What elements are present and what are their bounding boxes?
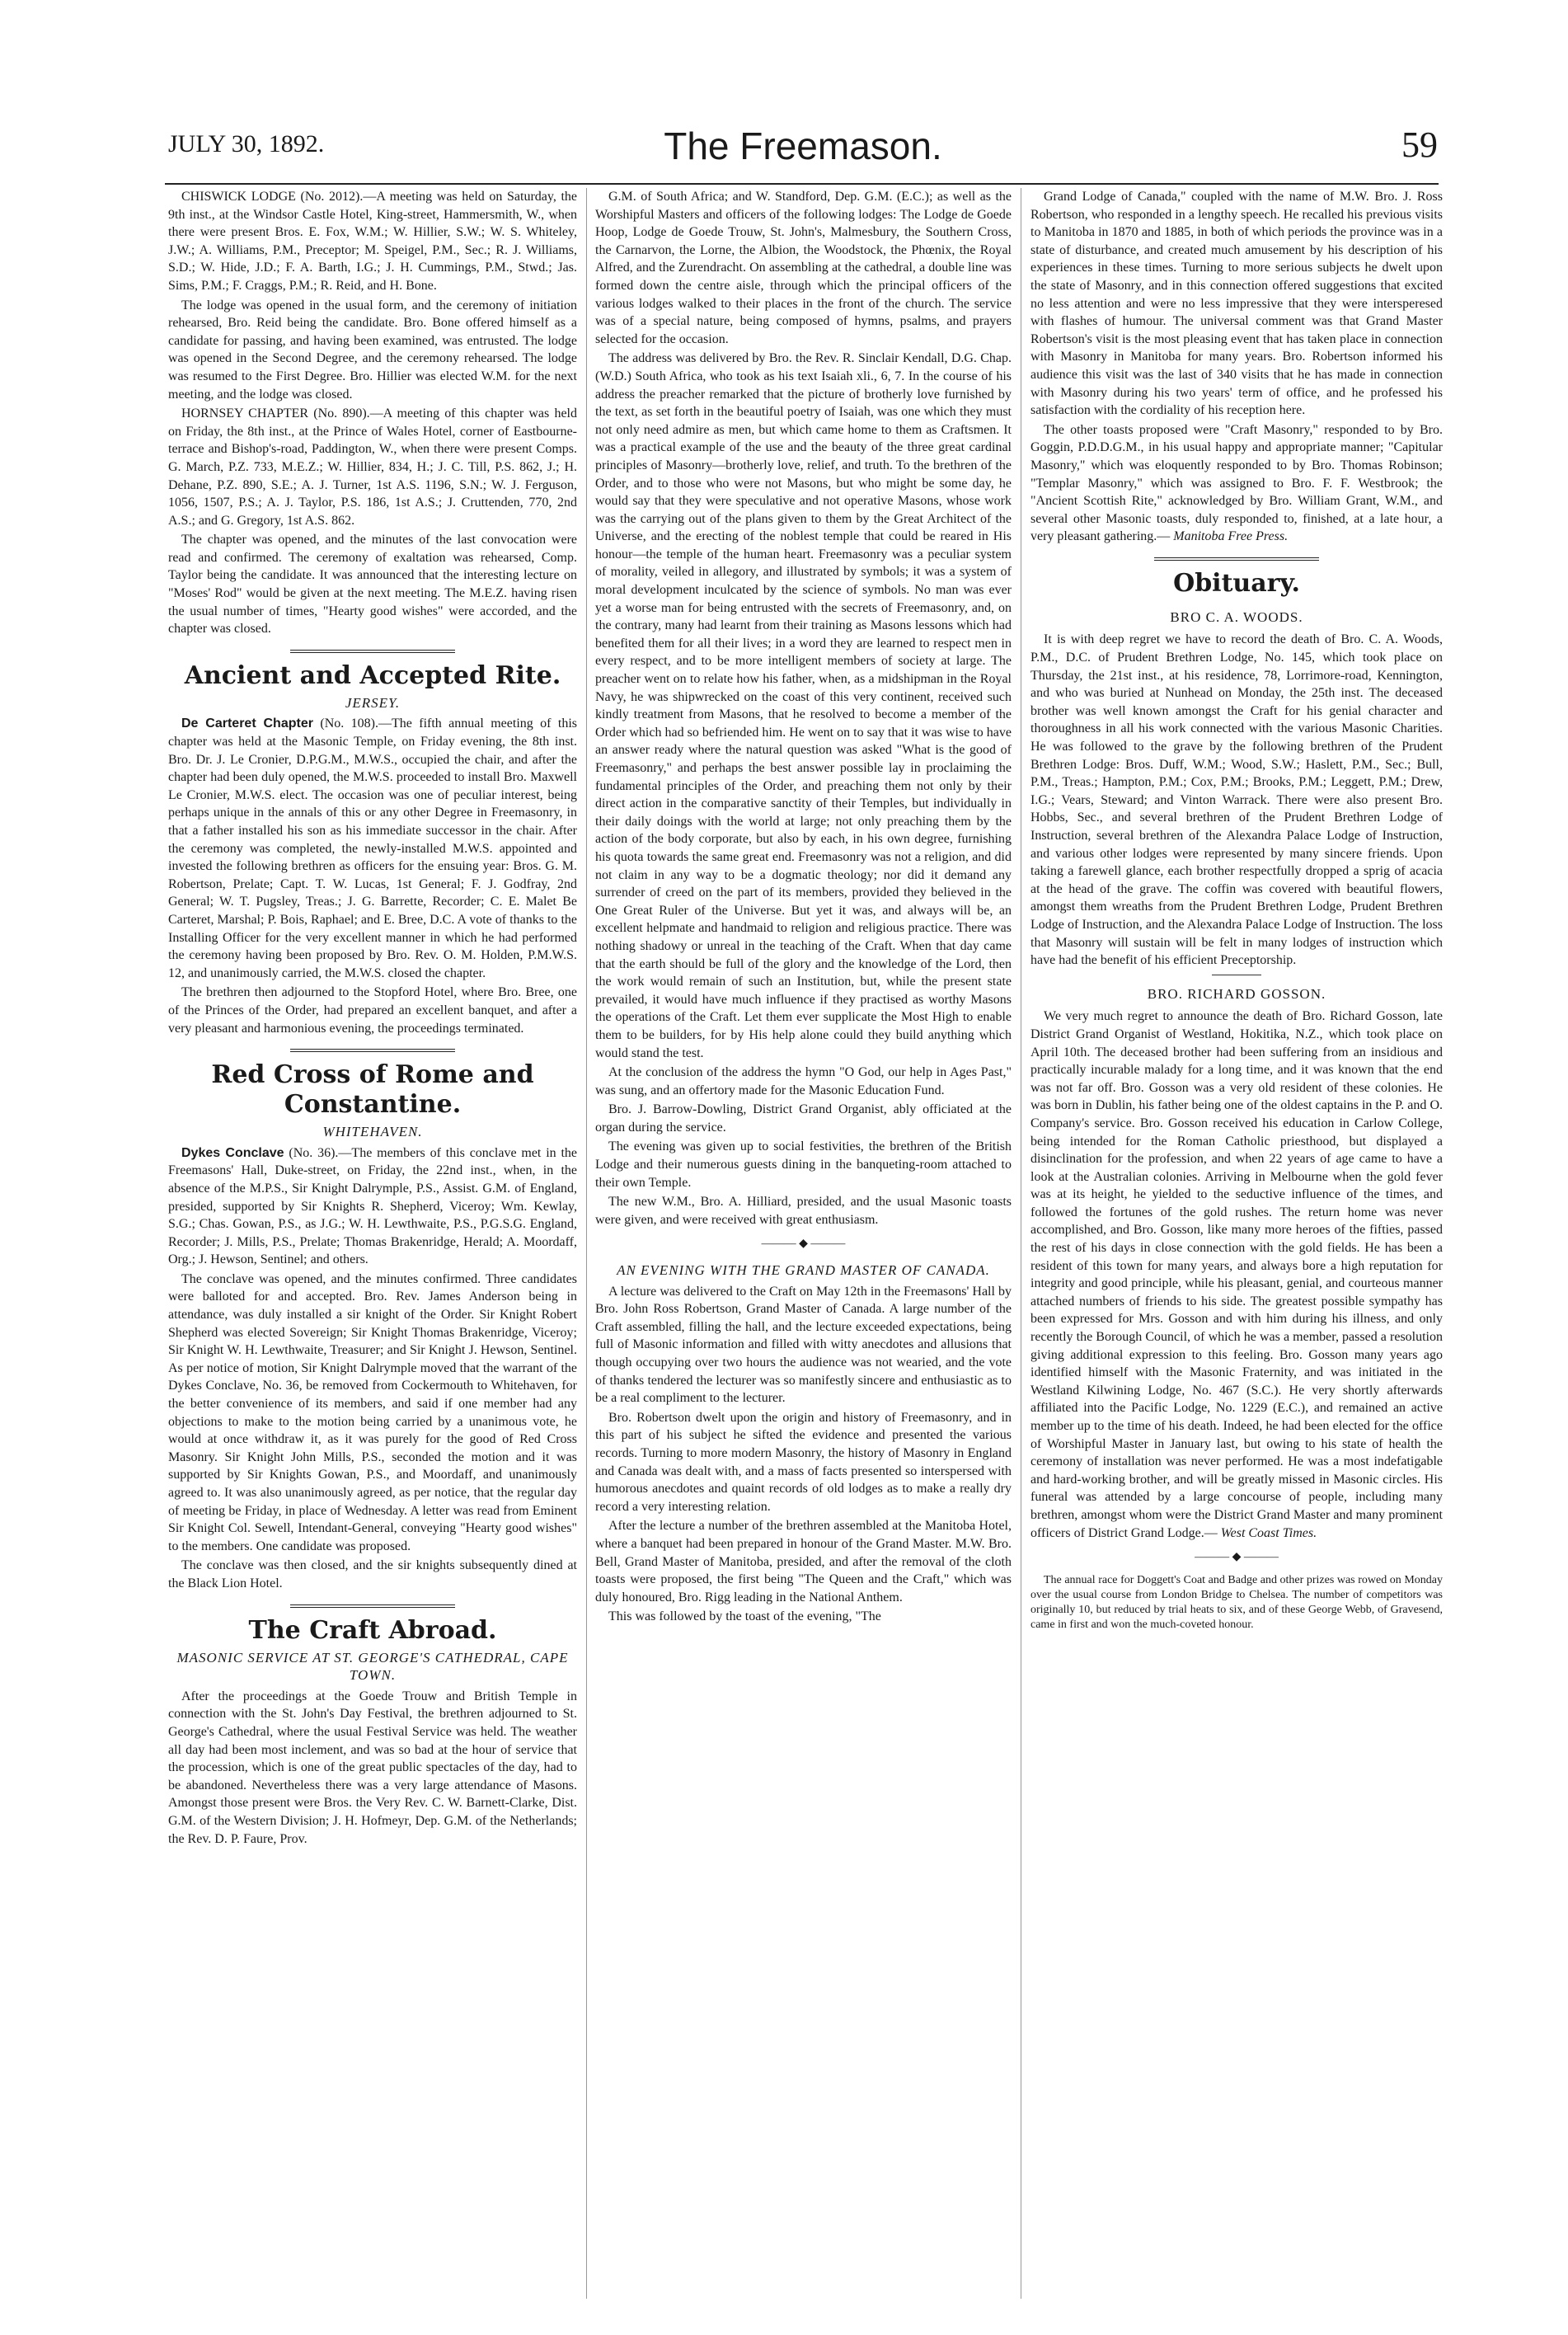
article-paragraph: At the conclusion of the address the hymn "O God, our help in Ages Past," was sung, and an offertory made for the Masonic Education Fund. [595, 1065, 1012, 1097]
section-title: The Craft Abroad. [248, 1615, 497, 1645]
section-subtitle: AN EVENING WITH THE GRAND MASTER OF CANADA. [617, 1262, 990, 1279]
article-paragraph: The brethren then adjourned to the Stopford Hotel, where Bro. Bree, one of the Princes of the Order, had prepared an excellent banquet, and after a very pleasant and harmonious evening, the proceedings terminated. [168, 985, 577, 1036]
section-heading [595, 1261, 1012, 1280]
section-title: Obituary. [1173, 568, 1300, 598]
ornament-divider: ——— ◆ ——— [761, 1238, 846, 1251]
article-paragraph: This was followed by the toast of the evening, "The [608, 1609, 881, 1624]
article-paragraph [168, 1144, 577, 1269]
section-subtitle: MASONIC SERVICE AT ST. GEORGE'S CATHEDRAL, CAPE TOWN. [176, 1649, 569, 1684]
column-1 [168, 188, 577, 2299]
article-paragraph: After the lecture a number of the brethren assembled at the Manitoba Hotel, where a banquet had been prepared in honour of the Grand Master. M.W. Bro. Bell, Grand Master of Manitoba, presided, and after the removal of the cloth toasts were proposed, the first being "The Queen and the Craft," which was duly honoured, Bro. Rigg leading in the National Anthem. [595, 1519, 1012, 1604]
section-subtitle: WHITEHAVEN. [322, 1124, 423, 1140]
header-rule [165, 183, 1439, 185]
section-title: Ancient and Accepted Rite. [184, 660, 561, 690]
article-paragraph: A lecture was delivered to the Craft on May 12th in the Freemasons' Hall by Bro. John Ross Robertson, Grand Master of Canada. A large number of the Craft assembled, filling the hall, and the lecture exceeded expectations, being full of Masonic information and filled with witty anecdotes and allusions that though occupying over two hours the audience was not wearied, and the vote of thanks tendered the lecturer was so manifestly sincere and enthusiastic as to be a real compliment to the lecturer. [595, 1284, 1012, 1406]
paragraph-text: We very much regret to announce the death of Bro. Richard Gosson, late District Grand Organist of Westland, Hokitika, N.Z., which took place on April 10th. The deceased brother had been suffering from an insidious and practically incurable malady for a long time, and it was known that the end was not far off. Bro. Gosson was a very old resident of these colonies. He was born in Dublin, his father being one of the oldest captains in the P. and O. Company's service. Bro. Gosson received his education in Carlow College, being intended for the Roman Catholic priesthood, but displayed a disinclination for the profession, and when 22 years of age came to have a look at the Australian colonies. Arriving in Melbourne when the gold fever was at its height, he yielded to the seductive influence of the times, and followed the fortunes of the gold rushes. The return home was never accomplished, and Bro. Gosson, like many more heroes of the fifties, passed the rest of his days in close connection with the gold fields. He has been a resident of this town for many years, and always bore a high reputation for integrity and good principle, while his pleasant, genial, and courteous manner attached numbers of friends to his side. The greatest possible sympathy has been expressed for Mrs. Gosson and with him during his illness, and only recently the Borough Council, of which he was a member, passed a resolution giving additional expression to this feeling. Bro. Gosson many years ago identified himself with the Masonic Fraternity, and was initiated in the Westland Kilwining Lodge, No. 467 (S.C.). He very shortly afterwards affiliated into the Pacific Lodge, No. 1229 (E.C.), and remained an active member up to the time of his death. Indeed, he had been elected for the office of Worshipful Master in January last, but owing to his state of health the ceremony of installation was never performed. He was a most indefatigable and hard-working brother, and will be greatly missed in Masonic circles. His funeral was attended by a large concourse of people, including many brethren, amongst whom were the District Grand Master and many prominent officers of District Grand Lodge.— [1030, 1009, 1443, 1540]
article-paragraph: The conclave was opened, and the minutes confirmed. Three candidates were balloted for and accepted. Bro. Rev. James Anderson being in attendance, was duly installed a sir knight of the Order. Sir Knight Robert Shepherd was elected Sovereign; Sir Knight Thomas Brakenridge, Viceroy; Sir Knight W. H. Lewthwaite, Treasurer; and Sir Knight J. Hewson, Sentinel. As per notice of motion, Sir Knight Dalrymple moved that the warrant of the Dykes Conclave, No. 36, be removed from Cockermouth to Whitehaven, for the better convenience of its members, and said if one member had any objections to make to the motion being carried by a unanimous vote, he would at once withdraw it, as it was purely for the good of Red Cross Masonry. Sir Knight John Mills, P.S., seconded the motion and it was supported by Sir Knights Gowan, P.S., and Moordaff, and unanimously agreed to. It was also unanimously agreed, as per notice, that the regular day of meeting be Friday, in place of Wednesday. A letter was read from Eminent Sir Knight Col. Sewell, Intendant-General, conveying "Hearty good wishes" to the members. One candidate was proposed. [168, 1271, 577, 1553]
lodge-name: Dykes Conclave [181, 1145, 284, 1160]
article-paragraph: It is with deep regret we have to record the death of Bro. C. A. Woods, P.M., D.C. of Prudent Brethren Lodge, No. 145, which took place on Thursday, the 21st inst., at his residence, 78, Lorrimore-road, Kennington, and who was buried at Nunhead on Monday, the 25th inst. The deceased brother was well known amongst the Craft for his genial character and thoroughness in all his work connected with the various Masonic Charities. He was followed to the grave by the following brethren of the Prudent Brethren Lodge: Bros. Duff, W.M.; Wood, S.W.; Haslett, P.M., Sec.; Bull, P.M., Treas.; Hampton, P.M.; Cox, P.M.; Brooks, P.M.; Leggett, P.M.; Drew, I.G.; Vears, Steward; and Vinton Warrack. There were also present Bro. Hobbs, Sec., and several brethren of the Prudent Brethren Lodge of Instruction, several brethren of the Alexandra Palace Lodge of Instruction, and various other lodges were represented by many sincere friends. Upon taking a farewell glance, each brother respectfully dropped a sprig of acacia at the head of the grave. The coffin was covered with beautiful flowers, amongst them wreaths from the Prudent Brethren Lodge, Prudent Brethren Lodge of Instruction, and the Alexandra Palace Lodge of Instruction. The loss that Masonry will sustain will be felt in many lodges of instruction which have had the benefit of his efficient Preceptorship. [1030, 632, 1443, 968]
paragraph-text: (No. 36).—The members of this conclave met in the Freemasons' Hall, Duke-street, on Friday, the 22nd inst., when, in the absence of the M.P.S., Sir Knight Dalrymple, P.S., Assist. G.M. of England, presided, supported by Sir Knights R. Shepherd, Viceroy; Wm. Kewlay, S.G.; Chas. Gowan, P.S., as J.G.; W. H. Lewthwaite, P.S., P.G.S.G. England, Recorder; J. Mills, P.S., Prelate; Thomas Brakenridge, Herald; A. Moordaff, Org.; J. Hewson, Sentinel; and others. [168, 1145, 577, 1267]
article-paragraph: The address was delivered by Bro. the Rev. R. Sinclair Kendall, D.G. Chap. (W.D.) South Africa, who took as his text Isaiah xli., 6, 7. In the course of his address the preacher remarked that the picture of brotherly love furnished by the text, as set forth in the beautiful poetry of Isaiah, was one which they must not only need admire as men, but which came home to them as Craftsmen. It was a practical example of the use and the beauty of the three great cardinal principles of Masonry—brotherly love, relief, and truth. To the brethren of the Order, and to those who were not Masons, but who might be some day, he would say that they were speculative and not operative Masons, whose work was the carrying out of the plans given to them by the Great Architect of the Universe, and the erecting of the noblest temple that could be reared in His honour—the temple of the human heart. Freemasonry was a peculiar system of morality, veiled in allegory, and illustrated by symbols; it was a system of moral development inculcated by the science of symbols. No man was ever yet a worse man for being entrusted with the secrets of Freemasonry, and, on the contrary, many had learnt from their training as Masons lessons which had benefited them for all their lives; in a word they are learned to respect men in every respect, and to be more intelligent members of society at large. The preacher went on to relate how his father, when, as a midshipman in the Royal Navy, he was shipwrecked on the coast of this very continent, received such kindly treatment from Masons, that he resolved to become a member of the Order which had so befriended him. He went on to say that it was wise to have an answer ready where the natural question was asked "What is the good of Freemasonry," and perhaps the best answer possible lay in proclaiming the fundamental principles of the Order, and preaching them not only by their direct action in the comparative sanctity of their Temples, but individually in their daily doings with the world at large; not only preaching them by the action of the body corporate, but also by each, in his own degree, furnishing his quota towards the same great end. Freemasonry was not a religion, and did not claim in any way to be a dogmatic theology; nor did it demand any surrender of creed on the part of its members, provided they believed in the One Great Ruler of the Universe. But yet it was, and always will be, an excellent helpmate and handmaid to religion and religious practice. There was nothing shadowy or unreal in the teaching of the Craft. When that day came that the earth should be full of the glory and the knowledge of the Lord, then the work would remain of such an Institution, but, while the present state prevailed, it would have much influence if they practised as worthy Masons the operations of the Craft. Let them ever supplicate the Most High to enable them to be builders, for by His help alone could they build anything which would stand the test. [595, 351, 1012, 1060]
article-paragraph [168, 715, 577, 982]
section-rule [290, 1049, 455, 1052]
issue-date: JULY 30, 1892. [168, 130, 325, 157]
section-title: Red Cross of Rome and Constantine. [211, 1060, 534, 1120]
ornament-divider: ——— ◆ ——— [1195, 1551, 1279, 1564]
article-paragraph: Bro. J. Barrow-Dowling, District Grand Organist, ably officiated at the organ during the service. [595, 1102, 1012, 1135]
masthead-title: The Freemason. [664, 125, 942, 167]
article-paragraph: After the proceedings at the Goede Trouw and British Temple in connection with the St. John's Day Festival, the brethren adjourned to St. George's Cathedral, where the usual Festival Service was held. The weather all day had been most inclement, and was so bad at the hour of service that the procession, which is one of the great public spectacles of the day, had to be abandoned. Nevertheless there was a very large attendance of Masons. Amongst those present were Bros. the Very Rev. C. W. Barnett-Clarke, Dist. G.M. of the Western Division; J. H. Hofmeyr, Dep. G.M. of the Netherlands; the Rev. D. P. Faure, Prov. [168, 1689, 577, 1846]
article-paragraph [1030, 1008, 1443, 1542]
article-paragraph [1030, 421, 1443, 546]
article-paragraph: The lodge was opened in the usual form, and the ceremony of initiation rehearsed, Bro. Reid being the candidate. Bro. Bone offered himself as a candidate for passing, and having been examined, was entrusted. The lodge was opened in the Second Degree, and the ceremony rehearsed. The lodge was resumed to the First Degree. Bro. Hillier was elected W.M. for the next meeting, and the lodge was closed. [168, 298, 577, 402]
article-paragraph: Bro. Robertson dwelt upon the origin and history of Freemasonry, and in this part of his subject he sifted the evidence and presented the various records. Turning to more modern Masonry, the history of Masonry in England and Canada was dealt with, and a mass of facts presented so interspersed with humorous anecdotes and quaint records of old lodges as to make a really dry record a very interesting relation. [595, 1410, 1012, 1514]
article-paragraph: The new W.M., Bro. A. Hilliard, presided, and the usual Masonic toasts were given, and were received with great enthusiasm. [595, 1195, 1012, 1227]
section-heading [168, 1060, 577, 1141]
section-rule [290, 1604, 455, 1608]
section-heading [168, 1616, 577, 1684]
article-paragraph: The chapter was opened, and the minutes of the last convocation were read and confirmed. The ceremony of exaltation was rehearsed, Comp. Taylor being the candidate. It was announced that the interesting lecture on "Moses' Rod" would be given at the next meeting. The M.E.Z. having risen the usual number of times, "Hearty good wishes" were accorded, and the chapter was closed. [168, 533, 577, 637]
section-rule [290, 650, 455, 653]
article-paragraph: HORNSEY CHAPTER (No. 890).—A meeting of this chapter was held on Friday, the 8th inst., at the Prince of Wales Hotel, corner of Eastbourne-terrace and Bishop's-road, Paddington, W., when there were present Comps. G. March, P.Z. 733, M.E.Z.; W. Hillier, 834, H.; J. C. Till, P.S. 862, J.; H. Dehane, P.Z. 890, S.E.; A. J. Turner, 1st A.S. 1196, S.N.; W. J. Ferguson, 1056, 1507, P.S.; A. J. Taylor, P.S. 186, 1st A.S.; J. Cruttenden, 770, 2nd A.S.; and G. Gregory, 1st A.S. 862. [168, 406, 577, 528]
section-rule [1154, 557, 1319, 561]
article-paragraph: G.M. of South Africa; and W. Standford, Dep. G.M. (E.C.); as well as the Worshipful Masters and officers of the following lodges: The Lodge de Goede Hoop, Lodge de Goede Trouw, St. John's, Malmesbury, the Southern Cross, the Carnarvon, the Lorne, the Albion, the Woodstock, the Phœnix, the Royal Alfred, and the Zurendracht. On assembling at the cathedral, a double line was formed down the centre aisle, through which the principal officers of the various lodges walked to their places in the front of the church. The service was of a special nature, being composed of hymns, psalms, and prayers selected for the occasion. [595, 190, 1012, 346]
obituary-name: BRO C. A. WOODS. [1170, 608, 1303, 625]
page-header [168, 124, 1438, 181]
article-paragraph: CHISWICK LODGE (No. 2012).—A meeting was held on Saturday, the 9th inst., at the Windsor Castle Hotel, King-street, Hammersmith, W., when there were present Bros. E. Fox, W.M.; W. Hillier, S.W.; W. S. Whiteley, J.W.; A. Williams, P.M., Preceptor; M. Speigel, P.M., Sec.; R. J. Williams, S.D.; W. Hide, J.D.; F. A. Barth, I.G.; J. H. Cummings, P.M., Stwd.; Jas. Sims, P.M.; F. Craggs, P.M.; R. Reid, and H. Bone. [168, 190, 577, 293]
article-paragraph: The annual race for Doggett's Coat and Badge and other prizes was rowed on Monday over the usual course from London Bridge to Chelsea. The number of competitors was originally 10, but reduced by trial heats to six, and of these George Webb, of Gravesend, came in first and won the much-coveted honour. [1030, 1573, 1443, 1631]
section-heading [1030, 569, 1443, 599]
source-credit: Manitoba Free Press. [1173, 529, 1289, 544]
obituary-name: BRO. RICHARD GOSSON. [1147, 985, 1326, 1002]
page-number: 59 [1401, 125, 1438, 165]
article-paragraph: The conclave was then closed, and the sir knights subsequently dined at the Black Lion Hotel. [168, 1558, 577, 1590]
section-heading [168, 661, 577, 712]
article-paragraph: The evening was given up to social festivities, the brethren of the British Lodge and their numerous guests dining in the banqueting-room attached to their own Temple. [595, 1139, 1012, 1190]
column-3 [1030, 188, 1443, 2299]
paragraph-text: (No. 108).—The fifth annual meeting of this chapter was held at the Masonic Temple, on Friday evening, the 8th inst. Bro. Dr. J. Le Cronier, D.P.G.M., M.W.S., occupied the chair, and after the chapter had been duly opened, the M.W.S. proceeded to install Bro. Maxwell Le Cronier, M.W.S. elect. The occasion was one of peculiar interest, being perhaps unique in the annals of this or any other Degree in Freemasonry, in that a father installed his son as his immediate successor in the chair. After the ceremony was completed, the newly-installed M.W.S. appointed and invested the following brethren as officers for the ensuing year: Bros. G. M. Robertson, Prelate; Capt. T. W. Lucas, 1st General; F. J. Godfray, 2nd General; W. T. Pugsley, Treas.; J. G. Barrette, Recorder; C. E. Malet Be Carteret, Marshal; P. Bois, Raphael; and E. Bree, D.C. A vote of thanks to the Installing Officer for the very excellent manner in which he had performed the ceremony having been proposed by Bro. Rev. O. M. Holden, P.M.W.S. 12, and unanimously carried, the M.W.S. closed the chapter. [168, 716, 577, 980]
source-credit: West Coast Times. [1220, 1525, 1317, 1540]
paragraph-text: The other toasts proposed were "Craft Masonry," responded to by Bro. Goggin, P.D.D.G.M., in his usual happy and appropriate manner; "Capitular Masonry," which was eloquently responded to by Bro. Thomas Robinson; "Templar Masonry," which was assigned to Bro. F. F. Westbrook; the "Ancient Scottish Rite," acknowledged by Bro. William Grant, W.M., and several other Masonic toasts, duly responded to, finished, at a late hour, a very pleasant gathering.— [1030, 422, 1443, 544]
column-2 [595, 188, 1012, 2299]
column-divider [586, 188, 587, 2299]
article-paragraph: Grand Lodge of Canada," coupled with the name of M.W. Bro. J. Ross Robertson, who responded in a lengthy speech. He recalled his previous visits to Manitoba in 1870 and 1885, in both of which periods the province was in a state of disturbance, and created much amusement by his description of his experiences in these times. Turning to more serious subjects he dwelt upon the state of Masonry, and in this connection offered suggestions that excited no less attention and were no less impressive that they were intersperesed with flashes of humour. The universal comment was that Grand Master Robertson's visit is the most pleasing event that has taken place in connection with Masonry in Manitoba for many years. Bro. Robertson informed his audience this visit was the last of 340 visits that he has made in connection with Masonry during his two years' term of office, and he professed his satisfaction with the cordiality of his reception here. [1030, 190, 1443, 418]
lodge-name: De Carteret Chapter [181, 716, 313, 731]
section-subtitle: JERSEY. [345, 694, 401, 711]
